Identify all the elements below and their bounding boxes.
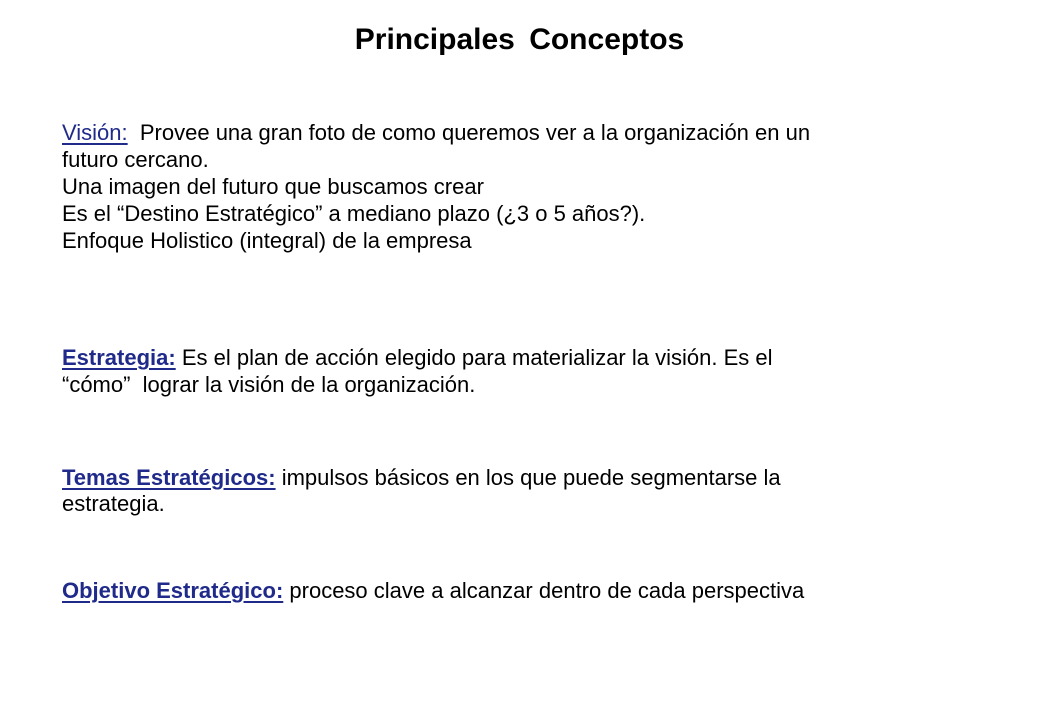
temas-term: Temas Estratégicos: — [62, 465, 276, 490]
estrategia-line-2: “cómo” lograr la visión de la organización. — [62, 372, 476, 397]
page-title: Principales Conceptos — [354, 23, 685, 56]
vision-section — [62, 119, 992, 254]
estrategia-line-1 — [62, 344, 992, 371]
vision-line-2: futuro cercano. — [62, 147, 209, 172]
objetivo-section — [62, 577, 992, 604]
vision-colon: : — [121, 120, 128, 145]
temas-text: impulsos básicos en los que puede segmentarse la — [275, 465, 781, 490]
estrategia-text: Es el plan de acción elegido para materializar la visión. Es el — [175, 345, 773, 370]
vision-line-1 — [62, 119, 992, 146]
objetivo-term: Objetivo Estratégico: — [62, 578, 284, 603]
vision-line-4: Es el “Destino Estratégico” a mediano plazo (¿3 o 5 años?). — [62, 201, 646, 226]
estrategia-section — [62, 344, 992, 398]
vision-line-3: Una imagen del futuro que buscamos crear — [62, 174, 484, 199]
objetivo-line-1 — [62, 577, 992, 604]
estrategia-term: Estrategia: — [62, 345, 176, 370]
objetivo-text: proceso clave a alcanzar dentro de cada perspectiva — [283, 578, 805, 603]
vision-line-5: Enfoque Holistico (integral) de la empresa — [62, 228, 472, 253]
temas-section — [62, 465, 992, 517]
vision-text: Provee una gran foto de como queremos ver a la organización en un — [127, 120, 811, 145]
temas-line-1 — [62, 465, 992, 491]
vision-term: Visión — [62, 120, 122, 145]
temas-line-2: estrategia. — [62, 491, 165, 516]
